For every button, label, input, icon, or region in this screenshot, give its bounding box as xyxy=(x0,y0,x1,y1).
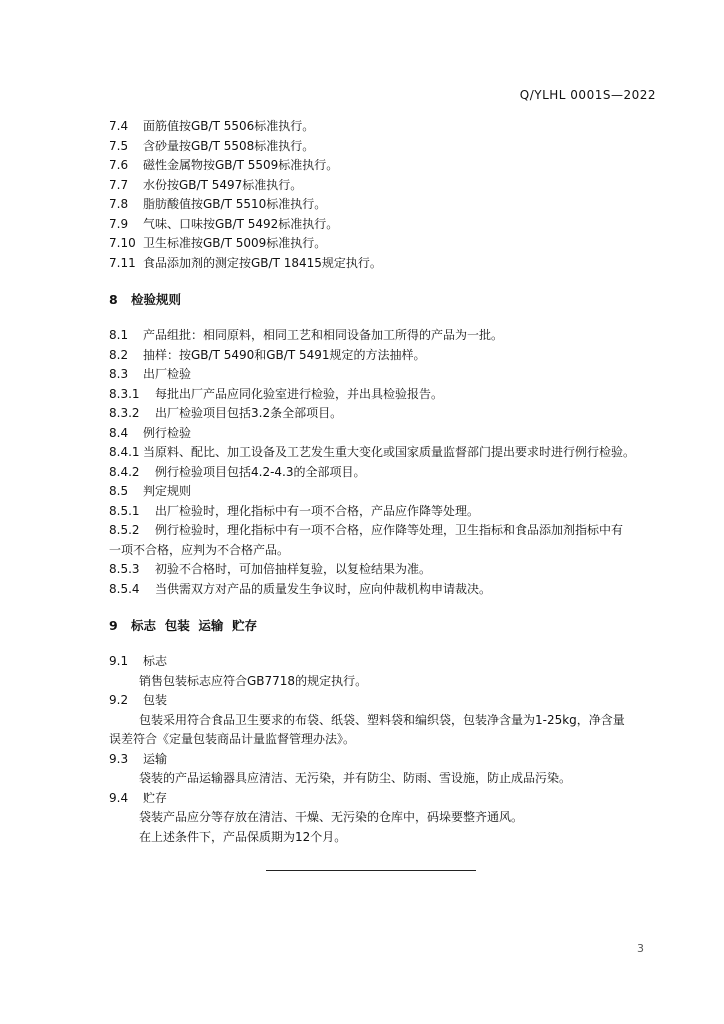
list-item: 8.5.4 当供需双方对产品的质量发生争议时，应向仲裁机构申请裁决。 xyxy=(109,581,492,596)
paragraph: 袋装产品应分等存放在清洁、干燥、无污染的仓库中，码垛要整齐通风。 xyxy=(139,810,524,824)
paragraph: 在上述条件下，产品保质期为12个月。 xyxy=(139,829,347,844)
paragraph: 袋装的产品运输器具应清洁、无污染，并有防尘、防雨、雪设施，防止成品污染。 xyxy=(139,771,572,785)
list-item: 7.11 食品添加剂的测定按GB/T 18415规定执行。 xyxy=(109,255,382,270)
section-8-list xyxy=(109,326,657,599)
subsection-heading: 9.4 贮存 xyxy=(109,790,168,805)
list-item: 8.3.1 每批出厂产品应同化验室进行检验，并出具检验报告。 xyxy=(109,386,444,401)
section-9-list xyxy=(109,652,657,847)
page-number: 3 xyxy=(637,942,644,955)
list-item: 8.5 判定规则 xyxy=(109,484,192,498)
section-9-heading: 9 标志 包装 运输 贮存 xyxy=(109,618,258,633)
list-item: 8.5.2 例行检验时，理化指标中有一项不合格，应作降等处理，卫生指标和食品添加剂指标中有 xyxy=(109,523,624,537)
list-item: 7.4 面筋值按GB/T 5506标准执行。 xyxy=(109,119,315,133)
list-item: 8.4 例行检验 xyxy=(109,425,192,440)
subsection-heading: 9.2 包装 xyxy=(109,693,168,707)
section-8-heading: 8 检验规则 xyxy=(109,292,182,307)
paragraph: 销售包装标志应符合GB7718的规定执行。 xyxy=(139,673,368,688)
list-item: 8.5.3 初验不合格时，可加倍抽样复验，以复检结果为准。 xyxy=(109,562,432,576)
subsection-heading: 9.3 运输 xyxy=(109,751,168,766)
list-item: 7.10 卫生标准按GB/T 5009标准执行。 xyxy=(109,236,327,250)
document-body xyxy=(109,117,657,847)
end-divider xyxy=(266,870,476,871)
list-item: 8.2 抽样：按GB/T 5490和GB/T 5491规定的方法抽样。 xyxy=(109,347,426,362)
list-item: 8.4.1 当原料、配比、加工设备及工艺发生重大变化或国家质量监督部门提出要求时进行例行检验。 xyxy=(109,445,636,459)
list-item: 8.4.2 例行检验项目包括4.2-4.3的全部项目。 xyxy=(109,464,366,479)
list-item: 7.6 磁性金属物按GB/T 5509标准执行。 xyxy=(109,158,339,172)
list-item: 8.1 产品组批：相同原料，相同工艺和相同设备加工所得的产品为一批。 xyxy=(109,328,504,342)
list-item: 8.3.2 出厂检验项目包括3.2条全部项目。 xyxy=(109,406,343,420)
subsection-heading: 9.1 标志 xyxy=(109,654,168,668)
list-item-continuation: 一项不合格，应判为不合格产品。 xyxy=(109,542,290,557)
paragraph-continuation: 误差符合《定量包装商品计量监督管理办法》。 xyxy=(109,732,356,746)
list-item: 8.5.1 出厂检验时，理化指标中有一项不合格，产品应作降等处理。 xyxy=(109,503,480,518)
list-item: 7.8 脂肪酸值按GB/T 5510标准执行。 xyxy=(109,197,327,211)
section-7-list xyxy=(109,117,657,273)
list-item: 7.7 水份按GB/T 5497标准执行。 xyxy=(109,177,303,192)
paragraph: 包装采用符合食品卫生要求的布袋、纸袋、塑料袋和编织袋，包装净含量为1-25kg，净含量 xyxy=(139,712,625,727)
document-code: Q/YLHL 0001S—2022 xyxy=(519,88,656,102)
list-item: 7.5 含砂量按GB/T 5508标准执行。 xyxy=(109,138,315,153)
list-item: 7.9 气味、口味按GB/T 5492标准执行。 xyxy=(109,216,339,231)
list-item: 8.3 出厂检验 xyxy=(109,367,192,381)
